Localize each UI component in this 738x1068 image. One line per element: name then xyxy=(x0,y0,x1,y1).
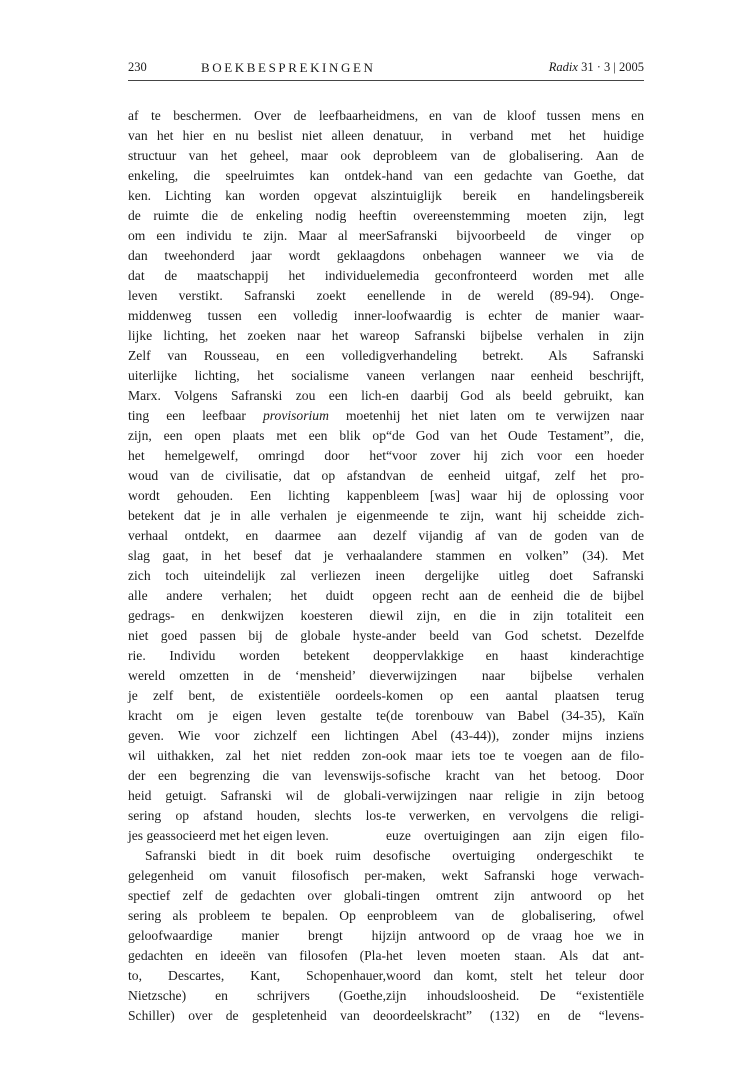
text-line xyxy=(128,106,386,126)
text-segment: in overeenstemming moeten zijn, legt xyxy=(386,208,644,223)
text-segment: natuur, in verband met het huidige xyxy=(386,128,644,143)
text-line xyxy=(386,546,644,566)
text-line xyxy=(386,226,644,246)
header-rule xyxy=(128,80,644,81)
text-line xyxy=(386,646,644,666)
text-segment: sering op afstand houden, slechts los- xyxy=(128,808,386,823)
text-line xyxy=(386,1006,644,1026)
text-line xyxy=(386,446,644,466)
text-segment: lijke lichting, het zoeken naar het ware xyxy=(128,328,386,343)
text-segment: heid getuigt. Safranski wil de globali- xyxy=(128,788,386,803)
text-line xyxy=(386,946,644,966)
text-segment: middenweg tussen een volledig inner- xyxy=(128,308,386,323)
text-segment: komen op een aantal plaatsen terug xyxy=(386,688,644,703)
text-segment: te verwerken, en vervolgens die religi- xyxy=(386,808,644,823)
text-segment: oppervlakkige en haast kinderachtige xyxy=(386,648,644,663)
text-line xyxy=(128,546,386,566)
text-segment: woord dan komt, stelt het teleur door xyxy=(386,968,644,983)
text-segment: woud van de civilisatie, dat op afstand xyxy=(128,468,386,483)
text-segment: verwijzingen naar religie in zijn betoog xyxy=(386,788,644,803)
text-line xyxy=(128,606,386,626)
text-segment: alle andere verhalen; het duidt op xyxy=(128,588,386,603)
text-line xyxy=(128,566,386,586)
text-segment: oordeelskracht” (132) en de “levens- xyxy=(386,1008,644,1023)
text-segment: rie. Individu worden betekent de xyxy=(128,648,386,663)
text-segment: gelegenheid om vanuit filosofisch per- xyxy=(128,868,386,883)
text-line xyxy=(128,446,386,466)
text-segment: jes geassocieerd met het eigen leven. xyxy=(128,828,329,843)
text-segment: leven verstikt. Safranski zoekt een xyxy=(128,288,386,303)
journal-name: Radix xyxy=(548,60,578,74)
text-segment: Safranski bijvoorbeeld de vinger op xyxy=(386,228,644,243)
text-line xyxy=(386,406,644,426)
text-line xyxy=(386,526,644,546)
text-line xyxy=(128,926,386,946)
text-line xyxy=(128,126,386,146)
text-segment: ander beeld van God schetst. Dezelfde xyxy=(386,628,644,643)
text-line xyxy=(128,306,386,326)
text-line xyxy=(386,306,644,326)
text-segment: geen recht aan de eenheid die de bijbel xyxy=(386,588,644,603)
text-line xyxy=(128,426,386,446)
text-line xyxy=(386,486,644,506)
text-segment: dat de maatschappij het individuele xyxy=(128,268,386,283)
text-segment: wordt gehouden. Een lichting kappen xyxy=(128,488,386,503)
text-line xyxy=(386,126,644,146)
text-segment: het hemelgewelf, omringd door het xyxy=(128,448,386,463)
text-segment: verwijzingen naar bijbelse verhalen xyxy=(386,668,644,683)
text-line xyxy=(386,986,644,1006)
text-line xyxy=(386,826,644,846)
running-header xyxy=(128,60,644,80)
text-segment: structuur van het geheel, maar ook de xyxy=(128,148,386,163)
text-line xyxy=(128,886,386,906)
text-line xyxy=(386,766,644,786)
text-segment: verhaal ontdekt, en daarmee aan de xyxy=(128,528,386,543)
text-segment: Marx. Volgens Safranski zou een lich- xyxy=(128,388,386,403)
text-line xyxy=(128,686,386,706)
text-line xyxy=(128,906,386,926)
text-line xyxy=(128,786,386,806)
text-segment: niet goed passen bij de globale hyste- xyxy=(128,628,386,643)
text-line xyxy=(386,686,644,706)
text-line xyxy=(386,246,644,266)
text-segment: hij het niet laten om te verwijzen naar xyxy=(386,408,644,423)
text-segment: en Abel (43-44)), zonder mijns inziens xyxy=(386,728,644,743)
text-line xyxy=(128,506,386,526)
text-segment: zintuiglijk bereik en handelingsbereik xyxy=(386,188,644,203)
text-line xyxy=(128,706,386,726)
text-line xyxy=(386,606,644,626)
text-line xyxy=(386,266,644,286)
text-segment: ons onbehagen wanneer we via de xyxy=(386,248,644,263)
text-segment: to, Descartes, Kant, Schopenhauer, xyxy=(128,968,386,983)
text-line xyxy=(386,906,644,926)
text-segment: het leven moeten staan. Als dat ant- xyxy=(386,948,644,963)
text-line xyxy=(128,946,386,966)
text-line xyxy=(128,586,386,606)
text-segment: hand van een gedachte van Goethe, dat xyxy=(386,168,644,183)
text-segment: meende te zijn, want hij scheidde zich- xyxy=(386,508,644,523)
text-line xyxy=(128,746,386,766)
text-segment: zelf vijandig af van de goden van de xyxy=(386,528,644,543)
text-segment: euze overtuigingen aan zijn eigen filo- xyxy=(386,828,644,843)
text-segment: dan tweehonderd jaar wordt geklaagd xyxy=(128,248,386,263)
text-segment: gedrags- en denkwijzen koesteren die xyxy=(128,608,386,623)
text-segment: zijn, een open plaats met een blik op xyxy=(128,428,386,443)
text-line xyxy=(128,1006,386,1026)
text-segment: geloofwaardige manier brengt hij xyxy=(128,928,386,943)
text-segment: ook maar iets toe te voegen aan de filo- xyxy=(386,748,644,763)
text-segment: zich toch uiteindelijk zal verliezen in xyxy=(128,568,386,583)
text-line xyxy=(386,586,644,606)
text-segment: geven. Wie voor zichzelf een lichting xyxy=(128,728,386,743)
text-segment: probleem van de globalisering, ofwel xyxy=(386,908,644,923)
text-segment: der een begrenzing die van levenswijs- xyxy=(128,768,386,783)
text-segment: van het hier en nu beslist niet alleen de xyxy=(128,128,386,143)
text-segment: sofische kracht van het betoog. Door xyxy=(386,768,644,783)
text-line xyxy=(386,726,644,746)
text-segment: andere stammen en volken” (34). Met xyxy=(386,548,644,563)
text-line xyxy=(386,806,644,826)
text-segment: spectief zelf de gedachten over globali- xyxy=(128,888,386,903)
left-text-column xyxy=(128,106,386,1026)
text-line xyxy=(128,526,386,546)
journal-issue: 31 · 3 | 2005 xyxy=(581,60,644,74)
text-line xyxy=(386,326,644,346)
text-segment: media geconfronteerd worden met alle xyxy=(386,268,644,283)
section-title: BOEKBESPREKINGEN xyxy=(201,60,376,75)
text-line xyxy=(128,206,386,226)
text-segment: wil zijn, en die in zijn totaliteit een xyxy=(386,608,644,623)
text-line xyxy=(128,366,386,386)
text-line xyxy=(128,846,386,866)
text-line xyxy=(386,626,644,646)
text-line xyxy=(386,146,644,166)
text-segment: verhandeling betrekt. Als Safranski xyxy=(386,348,644,363)
text-segment: kracht om je eigen leven gestalte te xyxy=(128,708,386,723)
text-segment: “voor zover hij zich voor een hoeder xyxy=(386,448,644,463)
text-line xyxy=(386,466,644,486)
text-segment: “de God van het Oude Testament”, die, xyxy=(386,428,644,443)
text-segment: Nietzsche) en schrijvers (Goethe, xyxy=(128,988,386,1003)
text-line xyxy=(128,246,386,266)
text-segment: af te beschermen. Over de leefbaarheid xyxy=(128,108,386,123)
text-segment: wil uithakken, zal het niet redden zon- xyxy=(128,748,386,763)
text-line xyxy=(128,646,386,666)
text-segment: een verlangen naar eenheid beschrijft, xyxy=(386,368,644,383)
text-line xyxy=(386,746,644,766)
text-segment: uiterlijke lichting, het socialisme van xyxy=(128,368,386,383)
text-segment: van de eenheid uitgaf, zelf het pro- xyxy=(386,468,644,483)
text-segment: (de torenbouw van Babel (34-35), Kaïn xyxy=(386,708,644,723)
text-line xyxy=(386,386,644,406)
text-segment: een dergelijke uitleg doet Safranski xyxy=(386,568,644,583)
text-segment: slag gaat, in het besef dat je verhaal xyxy=(128,548,386,563)
text-segment: ellende in de wereld (89-94). Onge- xyxy=(386,288,644,303)
text-line xyxy=(128,326,386,346)
text-line xyxy=(386,786,644,806)
text-line xyxy=(386,286,644,306)
text-line xyxy=(386,186,644,206)
text-line xyxy=(386,886,644,906)
text-line xyxy=(128,986,386,1006)
text-line xyxy=(386,666,644,686)
text-line xyxy=(128,346,386,366)
text-segment: en daarbij God als beeld gebruikt, kan xyxy=(386,388,644,403)
text-segment: sering als probleem te bepalen. Op een xyxy=(128,908,386,923)
text-segment: ting een leefbaar xyxy=(128,408,263,423)
journal-reference xyxy=(549,60,644,75)
text-segment: Zelf van Rousseau, en een volledig xyxy=(128,348,386,363)
text-segment: zijn antwoord op de vraag hoe we in xyxy=(386,928,644,943)
text-line xyxy=(386,166,644,186)
text-line xyxy=(128,966,386,986)
text-line xyxy=(128,186,386,206)
text-segment: sofische overtuiging ondergeschikt te xyxy=(386,848,644,863)
text-line xyxy=(386,506,644,526)
text-line xyxy=(386,206,644,226)
text-line xyxy=(128,146,386,166)
text-segment: maken, wekt Safranski hoge verwach- xyxy=(386,868,644,883)
text-line xyxy=(128,666,386,686)
text-line xyxy=(128,766,386,786)
text-line xyxy=(128,466,386,486)
page-number: 230 xyxy=(128,60,147,74)
text-segment: moeten xyxy=(328,408,386,423)
text-segment: op Safranski bijbelse verhalen in zijn xyxy=(386,328,644,343)
text-segment: mens, en van de kloof tussen mens en xyxy=(386,108,644,123)
text-line xyxy=(128,826,386,846)
text-line xyxy=(128,266,386,286)
text-line xyxy=(386,426,644,446)
text-segment: enkeling, die speelruimtes kan ontdek- xyxy=(128,168,386,183)
text-segment: Schiller) over de gespletenheid van de xyxy=(128,1008,386,1023)
text-line xyxy=(128,226,386,246)
text-segment: bleem [was] waar hij de oplossing voor xyxy=(386,488,644,503)
text-line xyxy=(128,386,386,406)
text-segment: om een individu te zijn. Maar al meer xyxy=(128,228,386,243)
text-segment: zijn inhoudsloosheid. De “existentiële xyxy=(386,988,644,1003)
text-line xyxy=(128,486,386,506)
text-line xyxy=(386,346,644,366)
text-segment: gedachten en ideeën van filosofen (Pla- xyxy=(128,948,386,963)
text-segment: tingen omtrent zijn antwoord op het xyxy=(386,888,644,903)
text-segment: je zelf bent, de existentiële oordeels- xyxy=(128,688,386,703)
text-segment: de ruimte die de enkeling nodig heeft xyxy=(128,208,386,223)
text-line xyxy=(128,406,386,426)
text-line xyxy=(386,106,644,126)
text-line xyxy=(386,706,644,726)
italic-term: provisorium xyxy=(262,408,329,423)
text-line xyxy=(386,366,644,386)
text-line xyxy=(386,566,644,586)
text-segment: probleem van de globalisering. Aan de xyxy=(386,148,644,163)
text-segment: wereld omzetten in de ‘mensheid’ die xyxy=(128,668,386,683)
text-line xyxy=(386,846,644,866)
text-segment: ken. Lichting kan worden opgevat als xyxy=(128,188,386,203)
text-segment: loofwaardig is echter de manier waar- xyxy=(386,308,644,323)
text-line xyxy=(128,166,386,186)
text-segment: betekent dat je in alle verhalen je eigen xyxy=(128,508,386,523)
text-line xyxy=(386,966,644,986)
text-line xyxy=(128,626,386,646)
text-line xyxy=(128,726,386,746)
text-line xyxy=(128,806,386,826)
text-line xyxy=(386,866,644,886)
text-line xyxy=(386,926,644,946)
right-text-column xyxy=(386,106,644,1026)
text-line xyxy=(128,286,386,306)
text-segment: Safranski biedt in dit boek ruim de xyxy=(145,848,386,863)
text-line xyxy=(128,866,386,886)
